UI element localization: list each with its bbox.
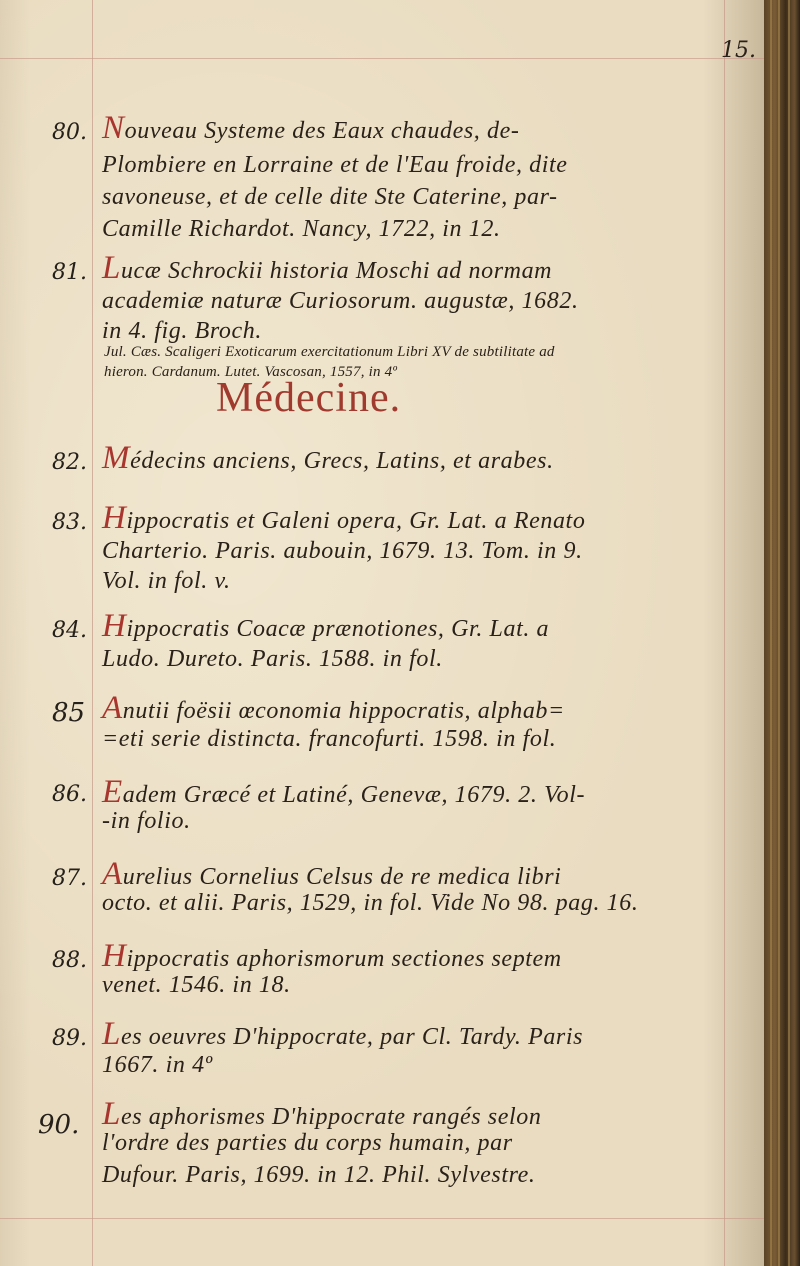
entry-line: l'ordre des parties du corps humain, par	[102, 1130, 513, 1156]
entry-number: 89.	[52, 1026, 87, 1051]
entry-line	[102, 110, 519, 147]
entry-number: 82.	[52, 450, 87, 475]
entry-line: savoneuse, et de celle dite Ste Caterine, par-	[102, 184, 558, 210]
entry-line	[102, 608, 549, 645]
entry-line	[102, 250, 552, 287]
entry-text: adem Græcé et Latiné, Genevæ, 1679. 2. Vol-	[122, 782, 586, 808]
initial-letter: A	[102, 690, 123, 726]
entry-number: 90.	[38, 1110, 80, 1140]
entry-line	[102, 1016, 583, 1053]
entry-line: 1667. in 4º	[102, 1052, 213, 1078]
initial-letter: L	[102, 1016, 121, 1052]
initial-letter: H	[102, 500, 127, 536]
entry-line	[102, 690, 565, 727]
entry-line: Plombiere en Lorraine et de l'Eau froide, dite	[102, 152, 568, 178]
section-heading: Médecine.	[216, 375, 402, 421]
entry-number: 85	[52, 698, 86, 728]
note-line: Jul. Cæs. Scaligeri Exoticarum exercitationum Libri XV de subtilitate ad	[104, 344, 555, 360]
initial-letter: M	[102, 440, 131, 476]
entry-line: =eti serie distincta. francofurti. 1598. in fol.	[102, 726, 557, 752]
note-line: hieron. Cardanum. Lutet. Vascosan, 1557, in 4º	[104, 364, 398, 380]
entry-number: 88.	[52, 948, 87, 973]
entry-number: 84.	[52, 618, 87, 643]
entry-line: Dufour. Paris, 1699. in 12. Phil. Sylvestre.	[102, 1162, 536, 1188]
initial-letter: L	[102, 250, 121, 286]
page-edge-line	[770, 0, 772, 1266]
entry-text: édecins anciens, Grecs, Latins, et arabes.	[130, 448, 554, 474]
book-binding-edge	[764, 0, 800, 1266]
entry-line	[102, 440, 554, 477]
initial-letter: L	[102, 1096, 121, 1132]
initial-letter: N	[102, 110, 125, 146]
folio-number: 15.	[721, 38, 756, 63]
entry-number: 86.	[52, 782, 87, 807]
entry-number: 81.	[52, 260, 87, 285]
margin-rule-right	[724, 0, 725, 1266]
entry-text: nutii foësii œconomia hippocratis, alphab=	[122, 698, 565, 724]
entry-line: Vol. in fol. v.	[102, 568, 231, 594]
margin-rule-bottom	[0, 1218, 764, 1219]
entry-line: Ludo. Dureto. Paris. 1588. in fol.	[102, 646, 443, 672]
initial-letter: E	[102, 774, 123, 810]
entry-line: academiæ naturæ Curiosorum. augustæ, 1682.	[102, 288, 579, 314]
entry-line: in 4. fig. Broch.	[102, 318, 262, 344]
entry-line	[102, 1096, 541, 1133]
initial-letter: H	[102, 608, 127, 644]
entry-line: octo. et alii. Paris, 1529, in fol. Vide No 98. pag. 16.	[102, 890, 639, 916]
page-edge-line	[788, 0, 790, 1266]
margin-rule-top	[0, 58, 764, 59]
entry-line: -in folio.	[102, 808, 191, 834]
entry-line	[102, 500, 585, 537]
entry-line: venet. 1546. in 18.	[102, 972, 291, 998]
entry-line: Charterio. Paris. aubouin, 1679. 13. Tom. in 9.	[102, 538, 583, 564]
entry-text: es aphorismes D'hippocrate rangés selon	[120, 1104, 542, 1130]
entry-text: urelius Cornelius Celsus de re medica libri	[122, 864, 562, 890]
entry-line	[102, 774, 585, 811]
entry-line: Camille Richardot. Nancy, 1722, in 12.	[102, 216, 501, 242]
entry-text: ippocratis et Galeni opera, Gr. Lat. a Renato	[126, 508, 586, 534]
entry-text: ippocratis aphorismorum sectiones septem	[126, 946, 562, 972]
entry-text: ucæ Schrockii historia Moschi ad normam	[120, 258, 553, 284]
entry-line	[102, 856, 561, 893]
entry-text: es oeuvres D'hippocrate, par Cl. Tardy. Paris	[120, 1024, 584, 1050]
page-edge-line	[778, 0, 780, 1266]
entry-line	[102, 938, 562, 975]
entry-text: ouveau Systeme des Eaux chaudes, de-	[124, 118, 520, 144]
initial-letter: H	[102, 938, 127, 974]
entry-text: ippocratis Coacæ prænotiones, Gr. Lat. a	[126, 616, 550, 642]
entry-number: 83.	[52, 510, 87, 535]
entry-number: 80.	[52, 120, 87, 145]
initial-letter: A	[102, 856, 123, 892]
entry-number: 87.	[52, 866, 87, 891]
